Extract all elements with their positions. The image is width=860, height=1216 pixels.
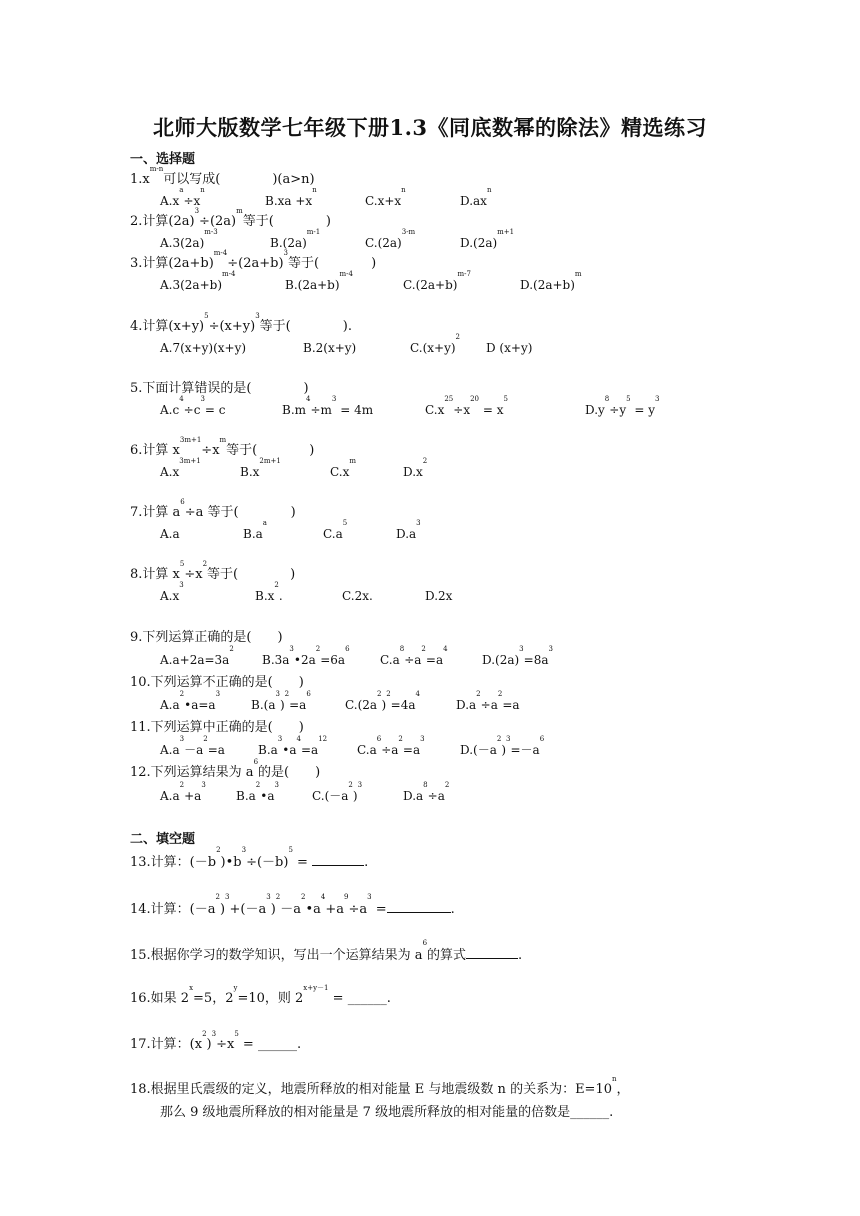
question-18-line-2: 那么 9 级地震所释放的相对能量是 7 级地震所释放的相对能量的倍数是______.: [160, 1105, 614, 1120]
q5-option-b[interactable]: $B.m^4\div m^3 = 4m$: [282, 395, 374, 417]
page-title: 北师大版数学七年级下册1.3《同底数幂的除法》精选练习: [152, 115, 708, 140]
q2-option-b[interactable]: $B.(2a)^{m-1}$: [270, 228, 321, 250]
q17-answer-blank[interactable]: ______: [257, 1037, 297, 1052]
question-7: 7.计算 $a^6\div a$ 等于( ): [130, 498, 296, 520]
section-heading-fill: 二、填空题: [130, 832, 196, 847]
q4-option-b[interactable]: B.2(x+y): [303, 341, 357, 355]
question-14: 14.计算：$(-a^2)^3+(-a^3)^2-a^2•a^4+a^9\div a^3$ = .: [130, 893, 455, 917]
q6-option-a[interactable]: $A.x^{3m+1}$: [160, 457, 201, 479]
q9-option-d[interactable]: $D.(2a)^3=8a^3$: [482, 645, 553, 667]
q10-option-a[interactable]: $A.a^2•a=a^3$: [160, 690, 221, 712]
question-10: 10.下列运算不正确的是( ): [130, 675, 304, 690]
q13-answer-blank[interactable]: [312, 853, 364, 866]
q7-option-b[interactable]: $B.a^a$: [243, 519, 267, 541]
section-heading-choice: 一、选择题: [130, 152, 196, 167]
q6-option-c[interactable]: $C.x^m$: [330, 457, 356, 479]
question-6: 6.计算 $x^{3m+1}\div x^m$等于( ): [130, 436, 315, 458]
q9-option-b[interactable]: $B.3a^3•2a^2=6a^6$: [262, 645, 350, 667]
q6-option-d[interactable]: $D.x^2$: [403, 457, 428, 479]
q10-option-b[interactable]: $B.(a^3)^2=a^6$: [251, 690, 311, 712]
q8-option-d[interactable]: D.2x: [425, 589, 453, 603]
q2-option-a[interactable]: $A.3(2a)^{m-3}$: [160, 228, 218, 250]
q4-option-d[interactable]: D (x+y): [486, 341, 533, 355]
question-1: $1.x^{m-n}$可以写成( )(a>n): [130, 165, 315, 187]
q7-option-c[interactable]: $C.a^5$: [323, 519, 348, 541]
question-12: 12.下列运算结果为 $a^6$的是( ): [130, 758, 321, 780]
question-5: 5.下面计算错误的是( ): [130, 381, 309, 396]
q3-option-d[interactable]: $D.(2a+b)^m$: [520, 270, 582, 292]
q3-option-b[interactable]: $B.(2a+b)^{m-4}$: [285, 270, 353, 292]
q7-option-d[interactable]: $D.a^3$: [396, 519, 421, 541]
q2-option-d[interactable]: $D.(2a)^{m+1}$: [460, 228, 515, 250]
q5-option-d[interactable]: $D.y^8\div y^5 = y^3$: [585, 395, 660, 417]
q11-option-c[interactable]: $C.a^6\div a^2=a^3$: [357, 735, 425, 757]
q12-option-c[interactable]: $C.(-a^2)^3$: [312, 781, 363, 803]
q11-option-a[interactable]: $A.a^3-a^2=a$: [160, 735, 225, 757]
question-11: 11.下列运算中正确的是( ): [130, 720, 304, 735]
question-18-line-1: 18.根据里氏震级的定义，地震所释放的相对能量 E 与地震级数 n 的关系为：$E=10^n$，: [130, 1075, 630, 1097]
question-3: 3.计算$(2a+b)^{m-4}\div(2a+b)^3$等于( ): [130, 249, 377, 271]
q10-option-d[interactable]: $D.a^2\div a^2=a$: [456, 690, 520, 712]
q6-option-b[interactable]: $B.x^{2m+1}$: [240, 457, 281, 479]
q2-option-c[interactable]: $C.(2a)^{3-m}$: [365, 228, 416, 250]
q5-option-c[interactable]: $C.x^{25}\div x^{20} = x^5$: [425, 395, 508, 417]
q4-option-c[interactable]: $C.(x+y)^2$: [410, 333, 461, 355]
q14-answer-blank[interactable]: [387, 900, 451, 913]
q1-option-d[interactable]: $D.ax^n$: [460, 186, 492, 208]
q7-option-a[interactable]: A.a: [160, 527, 180, 541]
q12-option-a[interactable]: $A.a^2+a^3$: [160, 781, 206, 803]
question-17: 17.计算：$(x^2)^3\div x^5$ = ______.: [130, 1030, 302, 1052]
q16-answer-blank[interactable]: ______: [347, 991, 387, 1006]
q8-option-c[interactable]: C.2x.: [342, 589, 373, 603]
question-4: 4.计算$(x+y)^5\div(x+y)^3$等于( ).: [130, 312, 352, 334]
question-8: 8.计算 $x^5\div x^2$等于( ): [130, 560, 296, 582]
q3-option-a[interactable]: $A.3(2a+b)^{m-4}$: [160, 270, 236, 292]
q18-answer-blank[interactable]: ______: [570, 1105, 610, 1120]
q11-option-b[interactable]: $B.a^3•a^4=a^{12}$: [258, 735, 328, 757]
q5-option-a[interactable]: $A.c^4\div c^3= c$: [160, 395, 226, 417]
q4-option-a[interactable]: A.7(x+y)(x+y): [160, 341, 247, 355]
q9-option-a[interactable]: $A.a+2a=3a^2$: [160, 645, 234, 667]
q12-option-b[interactable]: $B.a^2•a^3$: [236, 781, 279, 803]
q12-option-d[interactable]: $D.a^8\div a^2$: [403, 781, 450, 803]
q1-option-b[interactable]: $B.xa +x^n$: [265, 186, 317, 208]
q9-option-c[interactable]: $C.a^8\div a^2=a^4$: [380, 645, 448, 667]
question-13: 13.计算：$(-b^2)•b^3\div(-b)^5$ = .: [130, 846, 369, 870]
q8-option-b[interactable]: $B.x^2$.: [255, 581, 283, 603]
q15-answer-blank[interactable]: [466, 946, 518, 959]
q1-option-a[interactable]: $A.x^a\div x^n$: [160, 186, 205, 208]
question-2: 2.计算$(2a)^3\div(2a)^m$等于( ): [130, 207, 331, 229]
question-15: 15.根据你学习的数学知识，写出一个运算结果为 $a^6$的算式 .: [130, 939, 523, 963]
q11-option-d[interactable]: $D.(-a^2)^3=-a^6$: [460, 735, 545, 757]
q3-option-c[interactable]: $C.(2a+b)^{m-7}$: [403, 270, 471, 292]
q10-option-c[interactable]: $C.(2a^2)^2=4a^4$: [345, 690, 420, 712]
q1-option-c[interactable]: $C.x+x^n$: [365, 186, 406, 208]
q8-option-a[interactable]: $A.x^3$: [160, 581, 184, 603]
question-9: 9.下列运算正确的是( ): [130, 630, 283, 645]
question-16: 16.如果 $2^x=5$，$2^y=10$，则 $2^{x+y-1}$ = ______.: [130, 984, 391, 1006]
